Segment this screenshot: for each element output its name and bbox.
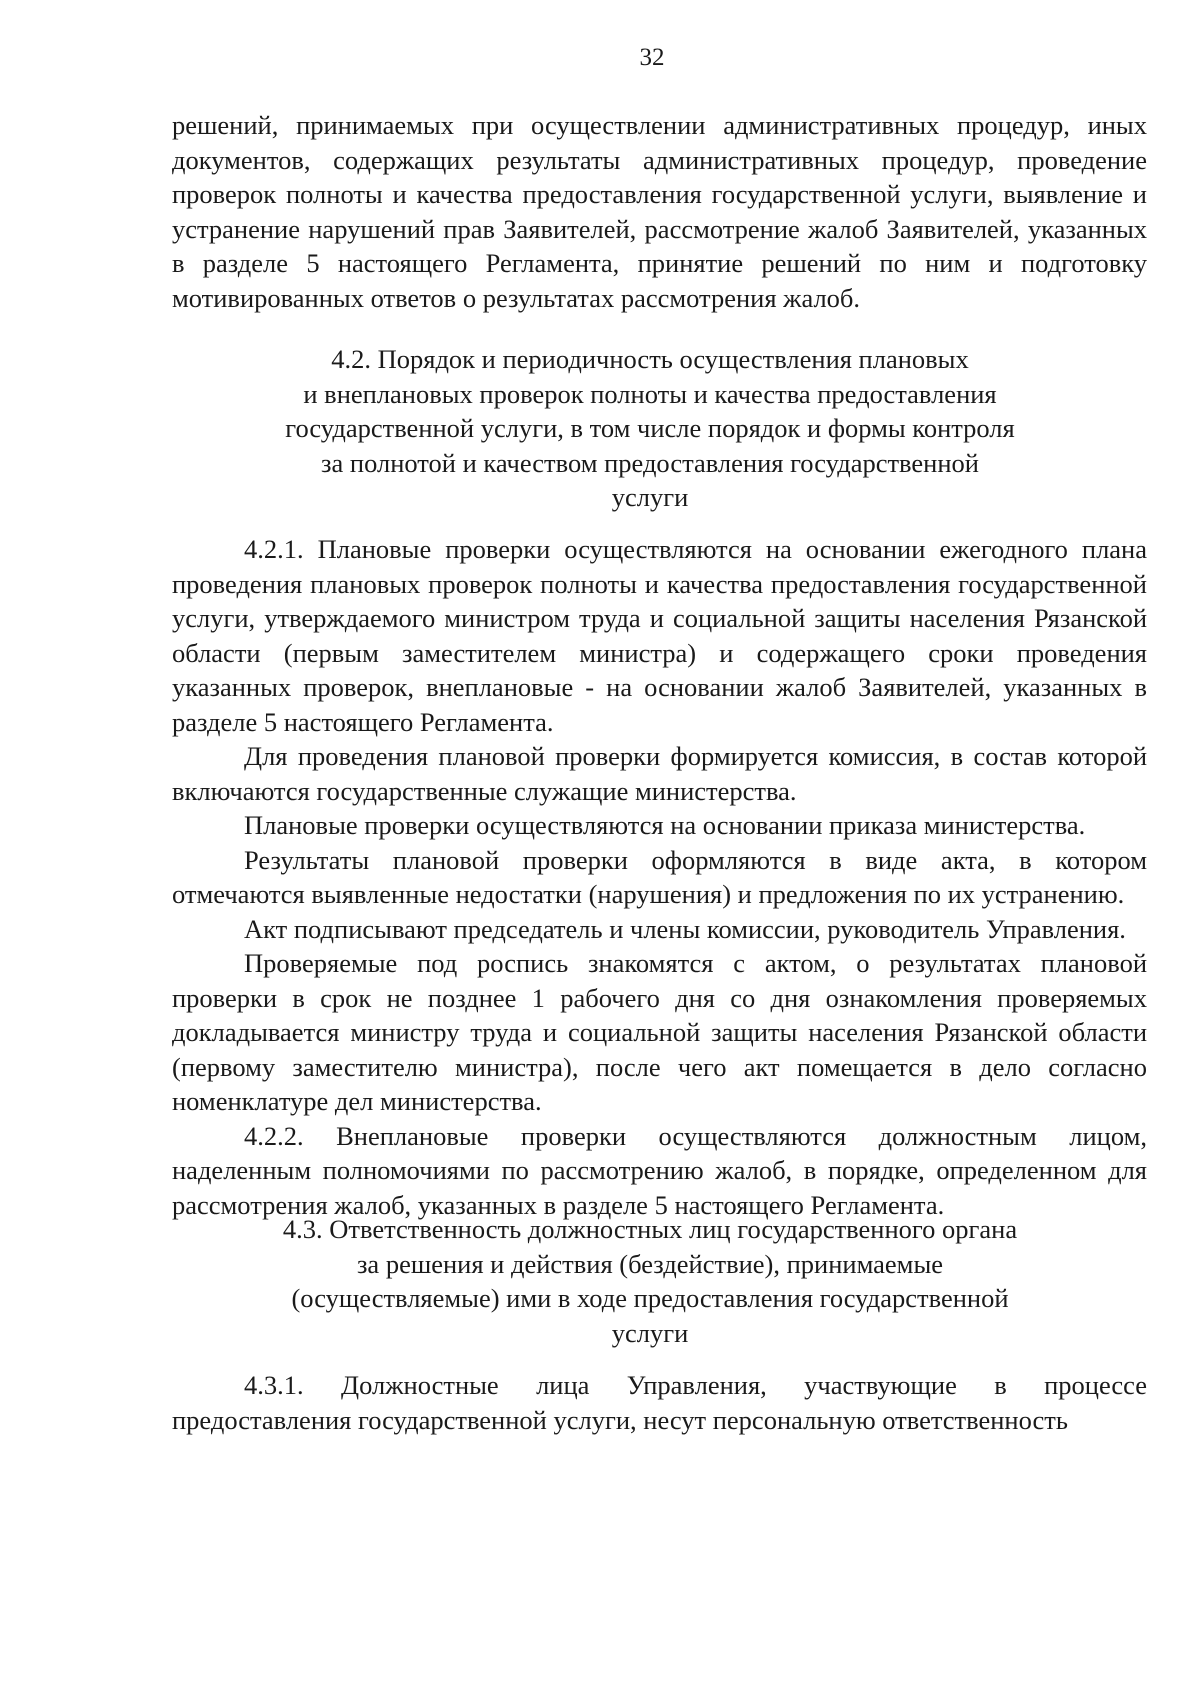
paragraph-4-2-2: 4.2.2. Внеплановые проверки осуществляются должностным лицом, наделенным полномочиями по рассмотрению жалоб, в порядке, определенном для рассмотрения жалоб, указанных в разделе 5 настоящего Регламента. <box>172 1120 1147 1220</box>
heading-line: государственной услуги, в том числе порядок и формы контроля <box>285 413 1015 443</box>
heading-line: 4.3. Ответственность должностных лиц государственного органа <box>282 1214 1018 1244</box>
section-heading <box>200 1212 1100 1350</box>
intro-paragraph: решений, принимаемых при осуществлении административных процедур, иных документов, содержащих результаты административных процедур, проведение проверок полноты и качества предоставления государственной услуги, выявление и устранение нарушений прав Заявителей, рассмотрение жалоб Заявителей, указанных в разделе 5 настоящего Регламента, принятие решений по ним и подготовку мотивированных ответов о результатах рассмотрения жалоб. <box>172 110 1147 313</box>
heading-line: за решения и действия (бездействие), принимаемые <box>356 1248 944 1279</box>
heading-line: и внеплановых проверок полноты и качества предоставления <box>303 378 997 409</box>
heading-4-3 <box>200 1212 1100 1350</box>
page-number: 32 <box>639 44 665 71</box>
paragraph-order: Плановые проверки осуществляются на основании приказа министерства. <box>244 810 1086 840</box>
heading-line: за полнотой и качеством предоставления государственной <box>321 447 979 478</box>
section-4-3-body <box>172 1368 1147 1437</box>
section-heading <box>200 342 1100 515</box>
heading-line: (осуществляемые) ими в ходе предоставления государственной <box>291 1283 1009 1313</box>
paragraph-familiarization: Проверяемые под роспись знакомятся с актом, о результатах плановой проверки в срок не позднее 1 рабочего дня со дня ознакомления проверяемых докладывается министру труда и социальной защиты населения Рязанской области (первому заместителю министра), после чего акт помещается в дело согласно номенклатуре дел министерства. <box>172 948 1147 1116</box>
section-4-2-body <box>172 532 1147 1222</box>
intro-section <box>172 108 1147 315</box>
paragraph-act-signing: Акт подписывают председатель и члены комиссии, руководитель Управления. <box>244 913 1126 944</box>
paragraph-results: Результаты плановой проверки оформляются в виде акта, в котором отмечаются выявленные недостатки (нарушения) и предложения по их устранению. <box>172 844 1147 909</box>
heading-line: 4.2. Порядок и периодичность осуществления плановых <box>331 344 969 374</box>
heading-line: услуги <box>611 1317 689 1348</box>
paragraph-commission: Для проведения плановой проверки формируется комиссия, в состав которой включаются государственные служащие министерства. <box>172 741 1147 806</box>
heading-line: услуги <box>611 482 689 512</box>
heading-4-2 <box>200 342 1100 515</box>
paragraph-4-2-1: 4.2.1. Плановые проверки осуществляются на основании ежегодного плана проведения плановых проверок полноты и качества предоставления государственной услуги, утверждаемого министром труда и социальной защиты населения Рязанской области (первым заместителем министра) и содержащего сроки проведения указанных проверок, внеплановые - на основании жалоб Заявителей, указанных в разделе 5 настоящего Регламента. <box>172 534 1147 737</box>
paragraph-4-3-1: 4.3.1. Должностные лица Управления, участвующие в процессе предоставления государственной услуги, несут персональную ответственность <box>172 1370 1147 1435</box>
